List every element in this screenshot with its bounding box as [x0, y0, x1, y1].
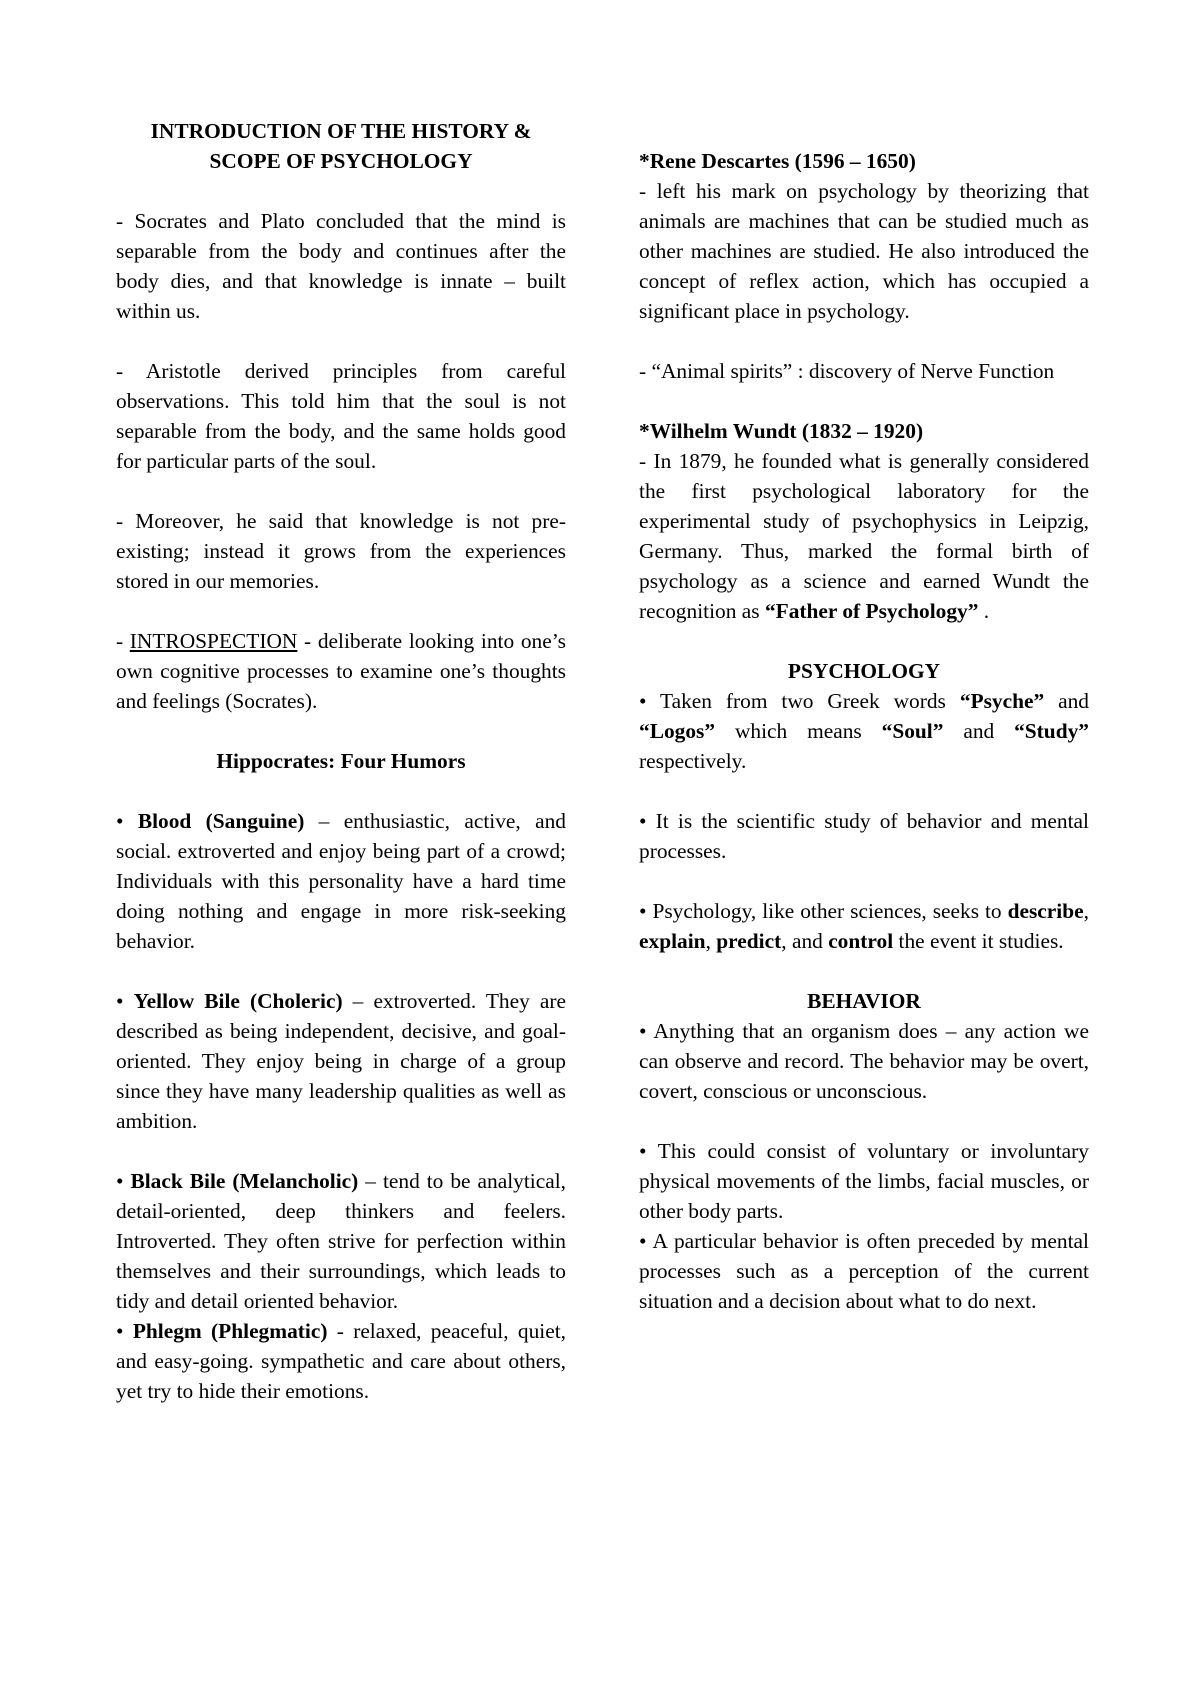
father-of-psychology: “Father of Psychology”: [764, 599, 979, 623]
descartes-heading: *Rene Descartes (1596 – 1650): [639, 149, 916, 173]
text: • Psychology, like other sciences, seeks to: [639, 899, 1008, 923]
goal-control: control: [828, 929, 894, 953]
humor-description: – tend to be analytical, detail-oriented, deep thinkers and feelers. Introverted. They often strive for perfection within themselves and their surroundings, which leads to tidy and detail oriented behavior.: [116, 1169, 566, 1313]
humors-heading: Hippocrates: Four Humors: [216, 749, 466, 773]
goal-predict: predict: [716, 929, 782, 953]
wundt-heading: *Wilhelm Wundt (1832 – 1920): [639, 419, 924, 443]
bullet: •: [116, 1169, 131, 1193]
text: ,: [705, 929, 717, 953]
wundt-text: - In 1879, he founded what is generally considered the first psychological laboratory for the experimental study of psychophysics in Leipzig, Germany. Thus, marked the formal birth of psychology as a science and earned Wundt the recognition as: [639, 449, 1089, 623]
left-column: [116, 116, 566, 1406]
humor-description: – extroverted. They are described as being independent, decisive, and goal-oriented. They enjoy being in charge of a group since they have many leadership qualities as well as ambition.: [116, 989, 566, 1133]
knowledge-paragraph: - Moreover, he said that knowledge is not pre-existing; instead it grows from the experiences stored in our memories.: [116, 509, 566, 593]
humor-yellow-bile: [116, 986, 566, 1136]
humor-name: Phlegm (Phlegmatic): [132, 1319, 328, 1343]
text: the event it studies.: [893, 929, 1064, 953]
bullet: •: [116, 809, 138, 833]
text: which means: [715, 719, 882, 743]
term-soul: “Soul”: [881, 719, 944, 743]
term-psyche: “Psyche”: [959, 689, 1045, 713]
psychology-heading: PSYCHOLOGY: [787, 659, 941, 683]
behavior-heading: BEHAVIOR: [807, 989, 921, 1013]
behavior-bullet-3: • A particular behavior is often preceded by mental processes such as a perception of the current situation and a decision about what to do next.: [639, 1229, 1089, 1313]
bullet: •: [116, 1319, 133, 1343]
text: respectively.: [639, 749, 747, 773]
introspection-term: INTROSPECTION: [129, 629, 298, 653]
psychology-bullet-3: [639, 896, 1089, 956]
goal-describe: describe: [1007, 899, 1084, 923]
introspection-prefix: -: [116, 629, 130, 653]
term-study: “Study”: [1014, 719, 1089, 743]
behavior-bullet-1: • Anything that an organism does – any action we can observe and record. The behavior may be overt, covert, conscious or unconscious.: [639, 1019, 1089, 1103]
socrates-paragraph: - Socrates and Plato concluded that the mind is separable from the body and continues after the body dies, and that knowledge is innate – built within us.: [116, 209, 566, 323]
text: • Taken from two Greek words: [639, 689, 960, 713]
document-title: [116, 116, 566, 176]
wundt-end: .: [978, 599, 990, 623]
text: and: [1044, 689, 1089, 713]
behavior-bullet-2: • This could consist of voluntary or involuntary physical movements of the limbs, facial muscles, or other body parts.: [639, 1139, 1089, 1223]
right-column: [639, 116, 1089, 1316]
introspection-paragraph: [116, 626, 566, 716]
humor-black-bile: [116, 1166, 566, 1316]
wundt-paragraph: [639, 446, 1089, 626]
humor-name: Yellow Bile (Choleric): [133, 989, 343, 1013]
psychology-bullet-2: • It is the scientific study of behavior and mental processes.: [639, 809, 1089, 863]
humor-name: Black Bile (Melancholic): [130, 1169, 359, 1193]
humor-phlegm: [116, 1316, 566, 1406]
humor-description: – enthusiastic, active, and social. extroverted and enjoy being part of a crowd; Individuals with this personality have a hard time doing nothing and engage in more risk-seeking behavior.: [116, 809, 566, 953]
goal-explain: explain: [639, 929, 706, 953]
descartes-paragraph: - left his mark on psychology by theorizing that animals are machines that can be studied much as other machines are studied. He also introduced the concept of reflex action, which has occupied a significant place in psychology.: [639, 179, 1089, 323]
term-logos: “Logos”: [639, 719, 716, 743]
introspection-text: - deliberate looking into one’s own cognitive processes to examine one’s thoughts and feelings (Socrates).: [116, 629, 566, 713]
animal-spirits-paragraph: - “Animal spirits” : discovery of Nerve Function: [639, 359, 1055, 383]
text: and: [943, 719, 1015, 743]
aristotle-paragraph: - Aristotle derived principles from careful observations. This told him that the soul is not separable from the body, and the same holds good for particular parts of the soul.: [116, 359, 566, 473]
text: , and: [781, 929, 829, 953]
humor-name: Blood (Sanguine): [137, 809, 305, 833]
title-line-2: SCOPE OF PSYCHOLOGY: [209, 149, 473, 173]
bullet: •: [116, 989, 134, 1013]
humor-description: - relaxed, peaceful, quiet, and easy-going. sympathetic and care about others, yet try to hide their emotions.: [116, 1319, 566, 1403]
humor-blood: [116, 806, 566, 956]
psychology-bullet-1: [639, 686, 1089, 776]
title-line-1: INTRODUCTION OF THE HISTORY &: [150, 119, 532, 143]
text: ,: [1083, 899, 1089, 923]
